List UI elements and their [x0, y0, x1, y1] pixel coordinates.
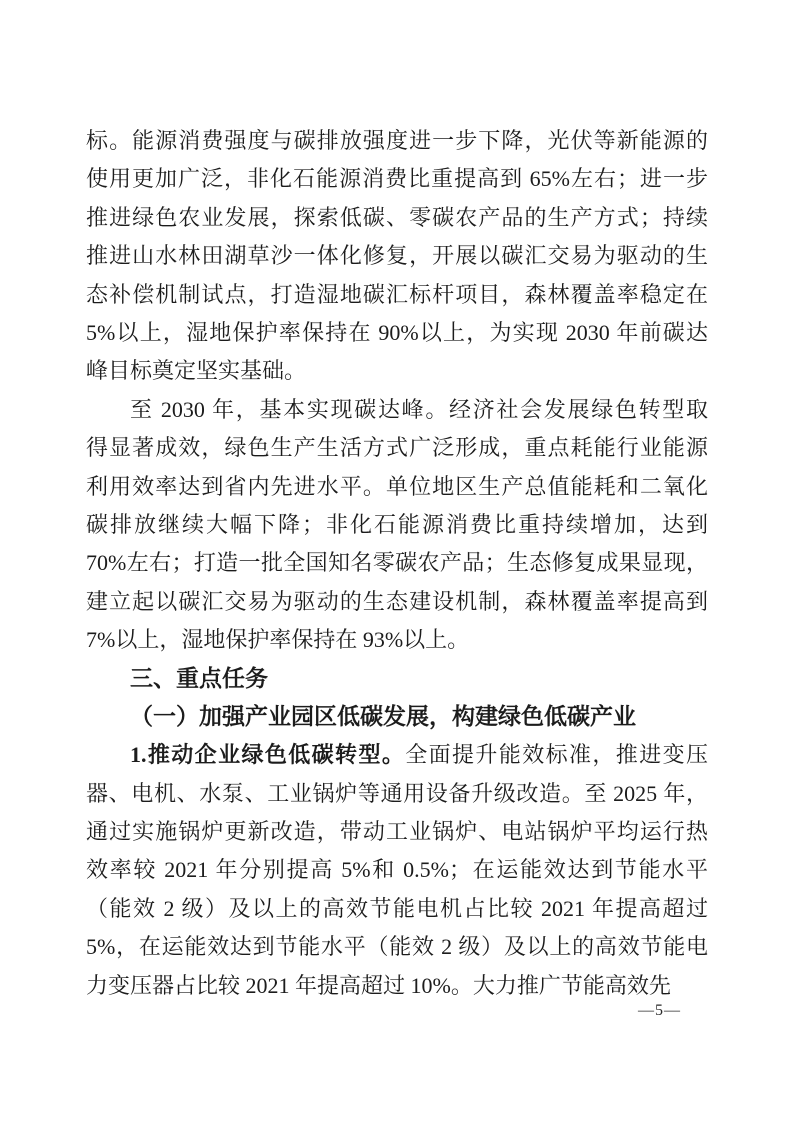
paragraph-2030-goal [86, 391, 708, 660]
heading-subsection-one-text: （一）加强产业园区低碳发展，构建绿色低碳产业 [130, 703, 636, 729]
heading-section-three-text: 三、重点任务 [130, 665, 268, 692]
text-line: 得显著成效，绿色生产生活方式广泛形成，重点耗能行业能源 [86, 435, 708, 461]
document-body [86, 122, 708, 1005]
text-line: 力变压器占比较 2021 年提高超过 10%。大力推广节能高效先 [86, 972, 671, 998]
text-line: 5%，在运能效达到节能水平（能效 2 级）及以上的高效节能电 [86, 934, 708, 960]
text-line: 7%以上，湿地保护率保持在 93%以上。 [86, 627, 470, 653]
text-line [86, 736, 708, 774]
text-line: 至 2030 年，基本实现碳达峰。经济社会发展绿色转型取 [130, 396, 708, 422]
text-line: 使用更加广泛，非化石能源消费比重提高到 65%左右；进一步 [86, 166, 708, 192]
text-line: 推进绿色农业发展，探索低碳、零碳农产品的生产方式；持续 [86, 204, 708, 230]
text-line: 通过实施锅炉更新改造，带动工业锅炉、电站锅炉平均运行热 [86, 819, 708, 845]
page-number: —5— [638, 1002, 681, 1019]
heading-section-three [86, 659, 708, 697]
paragraph-continuation [86, 122, 708, 391]
text-line: 建立起以碳汇交易为驱动的生态建设机制，森林覆盖率提高到 [86, 588, 708, 614]
text-line: 峰目标奠定坚实基础。 [86, 358, 307, 384]
text-line: 利用效率达到省内先进水平。单位地区生产总值能耗和二氧化 [86, 473, 708, 499]
paragraph-lead-bold: 1.推动企业绿色低碳转型。 [130, 742, 406, 768]
paragraph-task-1 [86, 736, 708, 1005]
text-line: 70%左右；打造一批全国知名零碳农产品；生态修复成果显现， [86, 550, 708, 576]
text-line: 推进山水林田湖草沙一体化修复，开展以碳汇交易为驱动的生 [86, 243, 708, 269]
text-line: （能效 2 级）及以上的高效节能电机占比较 2021 年提高超过 [86, 895, 708, 921]
text-line: 标。能源消费强度与碳排放强度进一步下降，光伏等新能源的 [86, 128, 708, 153]
text-line: 碳排放继续大幅下降；非化石能源消费比重持续增加，达到 [86, 511, 708, 537]
paragraph-text: 全面提升能效标准，推进变压 [405, 742, 708, 768]
text-line: 器、电机、水泵、工业锅炉等通用设备升级改造。至 2025 年， [86, 780, 708, 806]
heading-subsection-one [86, 698, 708, 736]
text-line: 5%以上，湿地保护率保持在 90%以上，为实现 2030 年前碳达 [86, 319, 708, 345]
text-line: 态补偿机制试点，打造湿地碳汇标杆项目，森林覆盖率稳定在 [86, 281, 708, 307]
text-line: 效率较 2021 年分别提高 5%和 0.5%；在运能效达到节能水平 [86, 857, 708, 883]
